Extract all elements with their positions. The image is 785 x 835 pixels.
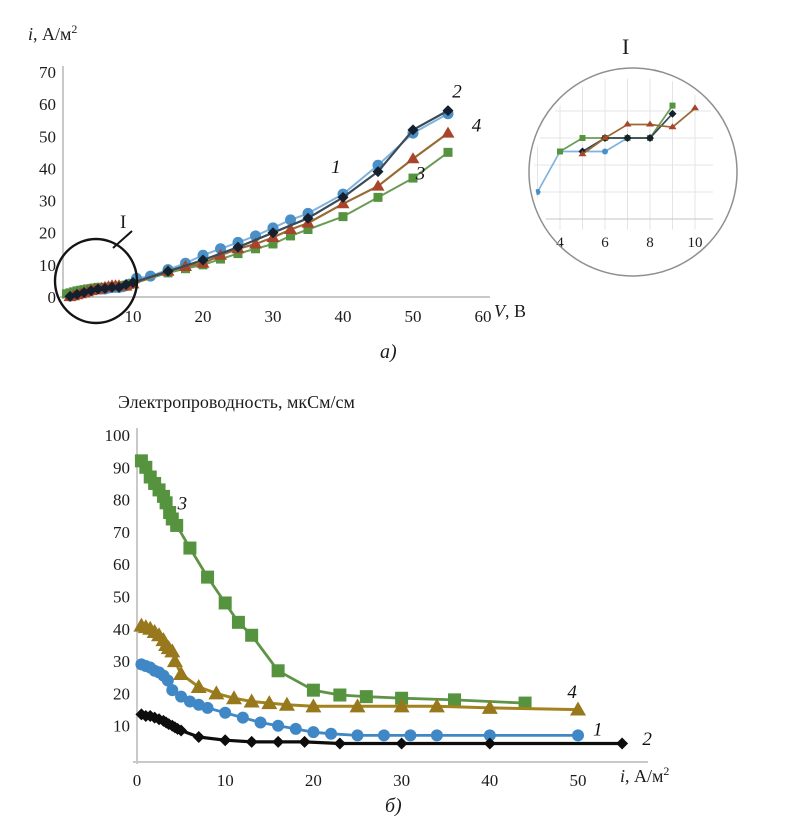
- x-unit-b: , А/м: [625, 766, 664, 786]
- series-2-marker: [334, 737, 346, 749]
- series-1-marker: [431, 729, 443, 741]
- series-4-marker: [624, 121, 632, 127]
- y-tick-label: 50: [39, 127, 56, 147]
- curve-label-3: 3: [415, 163, 426, 185]
- chart-b-x-axis-title: [620, 764, 669, 787]
- series-3-marker: [183, 542, 196, 555]
- y-tick-label: 100: [104, 426, 130, 445]
- series-3-marker: [170, 519, 183, 532]
- curve-label-1: 1: [331, 157, 341, 179]
- y-tick-label: 30: [113, 652, 130, 672]
- chart-a-x-axis-title: [494, 301, 526, 322]
- series-2-marker: [396, 737, 408, 749]
- y-tick-label: 70: [113, 522, 130, 542]
- series-1-marker: [602, 149, 608, 155]
- series-1-marker: [290, 723, 302, 735]
- curve-label-1: 1: [592, 719, 603, 741]
- y-tick-label: 60: [113, 555, 130, 575]
- y-tick-label: 20: [39, 223, 56, 243]
- series-1-marker: [307, 726, 319, 738]
- series-4-line: [583, 108, 696, 154]
- series-1-marker: [254, 716, 266, 728]
- y-tick-label: 0: [47, 288, 56, 307]
- y-tick-label: 10: [113, 716, 130, 736]
- series-1-marker: [378, 729, 390, 741]
- curve-label-4: 4: [567, 682, 577, 704]
- series-3-marker: [232, 616, 245, 629]
- x-tick-label: 40: [481, 771, 499, 790]
- series-4-marker: [691, 104, 699, 110]
- curve-label-2: 2: [642, 729, 652, 751]
- series-1-marker: [572, 729, 584, 741]
- x-unit-a: , В: [505, 301, 527, 321]
- series-1-marker: [202, 702, 214, 714]
- y-tick-label: 60: [39, 95, 56, 115]
- x-tick-label: 0: [132, 771, 142, 790]
- y-tick-label: 40: [113, 619, 130, 639]
- curve-label-4: 4: [471, 115, 482, 137]
- y-sup-a: 2: [71, 22, 78, 36]
- series-1-marker: [272, 720, 284, 732]
- x-tick-label: 40: [334, 307, 352, 326]
- x-tick-label: 6: [601, 235, 609, 251]
- series-1-marker: [535, 189, 541, 195]
- caption-b: б): [385, 795, 402, 817]
- series-3-marker: [333, 689, 346, 702]
- x-tick-label: 60: [474, 307, 492, 326]
- y-tick-label: 70: [39, 62, 56, 82]
- series-2-marker: [193, 731, 205, 743]
- series-3-marker: [219, 596, 232, 609]
- series-2-marker: [272, 736, 284, 748]
- x-sup-b: 2: [663, 764, 670, 778]
- y-tick-label: 80: [113, 490, 130, 510]
- x-var-a: V: [494, 301, 505, 321]
- x-tick-label: 8: [646, 235, 654, 251]
- y-unit-a: , А/м: [33, 24, 72, 44]
- series-1-line: [141, 664, 578, 735]
- y-tick-label: 20: [113, 684, 130, 704]
- series-3-marker: [557, 149, 563, 155]
- series-3-marker: [448, 693, 461, 706]
- inset-title-label: I: [622, 34, 630, 59]
- series-3-marker: [201, 571, 214, 584]
- series-4-marker: [646, 121, 654, 127]
- series-2-marker: [219, 734, 231, 746]
- x-var-b: i: [620, 766, 626, 786]
- series-1-marker: [219, 707, 231, 719]
- y-tick-label: 50: [113, 587, 130, 607]
- y-tick-label: 30: [39, 191, 56, 211]
- series-4-marker: [173, 666, 189, 680]
- series-3-marker: [245, 629, 258, 642]
- x-tick-label: 30: [264, 307, 282, 326]
- series-2-marker: [246, 736, 258, 748]
- series-2-marker: [616, 737, 628, 749]
- series-3-marker: [272, 664, 285, 677]
- x-tick-label: 20: [304, 771, 322, 790]
- series-3-marker: [360, 690, 373, 703]
- y-tick-label: 40: [39, 159, 56, 179]
- x-tick-label: 10: [687, 235, 703, 251]
- x-tick-label: 50: [569, 771, 587, 790]
- series-1-marker: [325, 728, 337, 740]
- x-tick-label: 30: [393, 771, 411, 790]
- series-3-marker: [580, 135, 586, 141]
- series-3-marker: [670, 103, 676, 109]
- chart-a-y-axis-title: [28, 22, 77, 45]
- x-tick-label: 10: [216, 771, 234, 790]
- caption-a: а): [380, 341, 397, 363]
- x-tick-label: 50: [404, 307, 422, 326]
- curve-label-3: 3: [177, 493, 188, 515]
- series-2-marker: [299, 736, 311, 748]
- series-3-marker: [307, 684, 320, 697]
- y-tick-label: 90: [113, 458, 130, 478]
- main-inset-marker-label: I: [120, 212, 127, 233]
- x-tick-label: 20: [194, 307, 212, 326]
- x-tick-label: 4: [556, 235, 564, 251]
- curve-label-2: 2: [452, 81, 462, 103]
- series-1-marker: [237, 712, 249, 724]
- series-1-marker: [352, 729, 364, 741]
- series-1-marker: [404, 729, 416, 741]
- x-tick-label: 10: [124, 307, 142, 326]
- series-3-line: [141, 461, 525, 703]
- y-var-a: i: [28, 24, 34, 44]
- chart-b-title: Электропроводность, мкСм/см: [118, 392, 355, 412]
- chart-inset-svg: [0, 0, 785, 388]
- y-tick-label: 10: [39, 255, 56, 275]
